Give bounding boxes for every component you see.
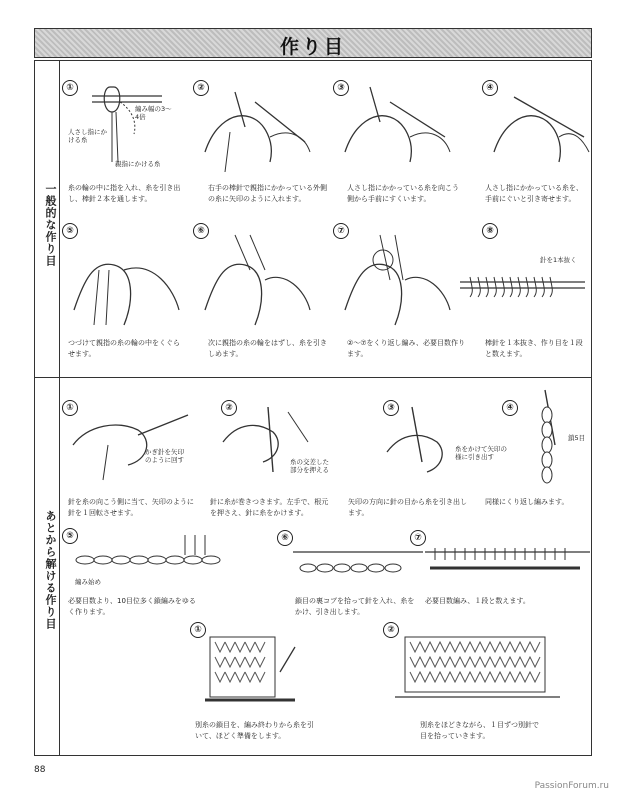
note: かぎ針を矢印のように回す [145,448,184,464]
illustration-chain-row [65,535,245,575]
note: 鎖5目 [568,434,586,442]
step-number: ④ [482,80,498,96]
step-caption: 鎖目の裏コブを拾って針を入れ、糸をかけ、引き出します。 [295,597,415,616]
side-divider [59,60,60,756]
step-number: ③ [333,80,349,96]
illustration-hands-yarn [195,230,315,330]
step-caption: 必要目数より、10目位多く鎖編みをゆるく作ります。 [68,597,196,616]
step-caption: 同様にくり返し編みます。 [485,498,569,506]
watermark: PassionForum.ru [534,781,609,791]
step-number: ② [193,80,209,96]
step-number: ① [62,80,78,96]
step-number: ⑦ [410,530,426,546]
step-caption: 人さし指にかかっている糸を、手前にぐいと引き寄せます。 [485,184,583,203]
step-caption: 糸の輪の中に指を入れ、糸を引き出し、棒針２本を通します。 [68,184,181,203]
illustration-first-row [425,540,590,580]
step-caption: 針に糸が巻きつきます。左手で、根元を押さえ、針に糸をかけます。 [210,498,329,517]
step-number: ⑦ [333,223,349,239]
step-caption: 棒針を１本抜き、作り目を１段と数えます。 [485,339,583,358]
illustration-knit-fabric [200,632,310,712]
step-caption: 別糸の鎖目を、編み終わりから糸を引いて、ほどく準備をします。 [195,721,314,740]
illustration-hands-yarn [335,230,455,330]
step-caption: つづけて親指の糸の輪の中をくぐらせます。 [68,339,180,358]
illustration-knit-fabric [390,632,565,712]
page-title: 作り目 [279,36,346,58]
step-caption: 必要目数編み、１段と数えます。 [425,597,530,605]
step-caption: 矢印の方向に針の目から糸を引き出します。 [348,498,467,517]
illustration-hook-hands [68,405,198,485]
illustration-hands-yarn [62,82,182,172]
illustration-pick-up [293,540,423,580]
step-caption: 針を糸の向こう側に当て、矢印のように針を１回転させます。 [68,498,194,517]
step-caption: 別糸をほどきながら、１目ずつ別針で目を拾っていきます。 [420,721,539,740]
section1-label: 一般的な作り目 [44,183,57,267]
step-number: ③ [383,400,399,416]
step-number: ⑥ [277,530,293,546]
step-number: ⑧ [482,223,498,239]
section-divider [34,377,592,378]
section2-label: あとから解ける作り目 [44,510,57,630]
note: 針を1本抜く [540,256,577,264]
title-bar [34,28,592,58]
step-number: ⑥ [193,223,209,239]
illustration-hands-yarn [64,230,184,330]
step-number: ② [221,400,237,416]
step-number: ④ [502,400,518,416]
step-number: ① [190,622,206,638]
illustration-cast-on-needle [460,262,590,302]
illustration-hook-hands [382,402,472,482]
note: 編み始め [75,578,101,586]
step-number: ② [383,622,399,638]
step-caption: 人さし指にかかっている糸を向こう側から手前にすくいます。 [347,184,459,203]
step-number: ⑤ [62,528,78,544]
note: 人さし指にかける糸 [68,128,107,144]
step-caption: 次に親指の糸の輪をはずし、糸を引きしめます。 [208,339,327,358]
note: 糸をかけて矢印の様に引き出す [455,445,507,461]
step-caption: 右手の棒針で親指にかかっている外側の糸に矢印のように入れます。 [208,184,327,203]
note: 編み幅の3～4倍 [135,105,172,121]
step-number: ⑤ [62,223,78,239]
page-number: 88 [34,765,46,775]
illustration-hands-needle [335,82,455,177]
illustration-hands-needle [195,82,315,177]
illustration-hands-needle [484,82,594,177]
note: 糸の交差した部分を押える [290,458,329,474]
step-number: ① [62,400,78,416]
note: 親指にかける糸 [115,160,161,168]
step-caption: ②～⑦をくり返し編み、必要目数作ります。 [347,339,465,358]
